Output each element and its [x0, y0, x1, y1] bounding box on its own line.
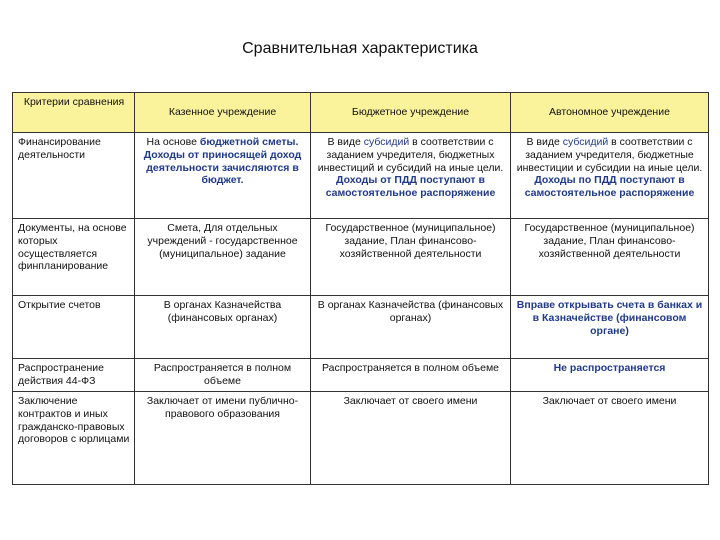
cell-avtonomnoe: Государственное (муниципальное) задание, План финансово-хозяйственной деятельности — [511, 219, 709, 296]
cell-byudzhetnoe: Распространяется в полном объеме — [311, 359, 511, 392]
cell-avtonomnoe: Вправе открывать счета в банках и в Казначействе (финансовом органе) — [511, 296, 709, 359]
cell-kazennoe: В органах Казначейства (финансовых органах) — [135, 296, 311, 359]
cell-kazennoe: Смета, Для отдельных учреждений - государственное (муниципальное) задание — [135, 219, 311, 296]
criterion-cell: Финансирование деятельности — [13, 133, 135, 219]
cell-kazennoe — [135, 133, 311, 219]
header-avtonomnoe: Автономное учреждение — [511, 93, 709, 133]
cell-byudzhetnoe: В органах Казначейства (финансовых органах) — [311, 296, 511, 359]
highlight-text: субсидий — [363, 136, 410, 148]
header-row — [13, 93, 709, 133]
highlight-text: Доходы по ПДД поступают в самостоятельное распоряжение — [524, 174, 695, 200]
table-row — [13, 359, 709, 392]
text: На основе — [146, 136, 200, 148]
cell-avtonomnoe — [511, 133, 709, 219]
cell-byudzhetnoe — [311, 133, 511, 219]
text: В виде — [526, 136, 563, 148]
cell-kazennoe: Распространяется в полном объеме — [135, 359, 311, 392]
cell-byudzhetnoe: Заключает от своего имени — [311, 392, 511, 485]
criterion-cell: Распространение действия 44-ФЗ — [13, 359, 135, 392]
text: в соответствии с заданием учредителя, бюджетные инвестиции и субсидии на иные цели. — [516, 136, 703, 174]
header-criteria: Критерии сравнения — [13, 93, 135, 133]
criterion-cell: Открытие счетов — [13, 296, 135, 359]
criterion-cell: Заключение контрактов и иных гражданско-правовых договоров с юрлицами — [13, 392, 135, 485]
highlight-text: субсидий — [562, 136, 609, 148]
criterion-cell: Документы, на основе которых осуществляется финпланирование — [13, 219, 135, 296]
highlight-text: Доходы от ПДД поступают в самостоятельное распоряжение — [325, 174, 496, 200]
cell-avtonomnoe: Заключает от своего имени — [511, 392, 709, 485]
header-kazennoe: Казенное учреждение — [135, 93, 311, 133]
table-row — [13, 219, 709, 296]
highlight-text: Доходы от приносящей доход деятельности зачисляются в бюджет. — [143, 148, 302, 187]
cell-kazennoe: Заключает от имени публично-правового образования — [135, 392, 311, 485]
page-title: Сравнительная характеристика — [242, 40, 478, 57]
cell-avtonomnoe: Не распространяется — [511, 359, 709, 392]
table-row — [13, 296, 709, 359]
table-row — [13, 392, 709, 485]
text: В виде — [327, 136, 364, 148]
highlight-text: бюджетной сметы. — [199, 136, 299, 148]
header-byudzhetnoe: Бюджетное учреждение — [311, 93, 511, 133]
table-row — [13, 133, 709, 219]
cell-byudzhetnoe: Государственное (муниципальное) задание, План финансово-хозяйственной деятельности — [311, 219, 511, 296]
comparison-table — [12, 92, 709, 485]
text: в соответствии с заданием учредителя, бюджетных инвестиций и субсидий на иные цели. — [317, 136, 504, 174]
